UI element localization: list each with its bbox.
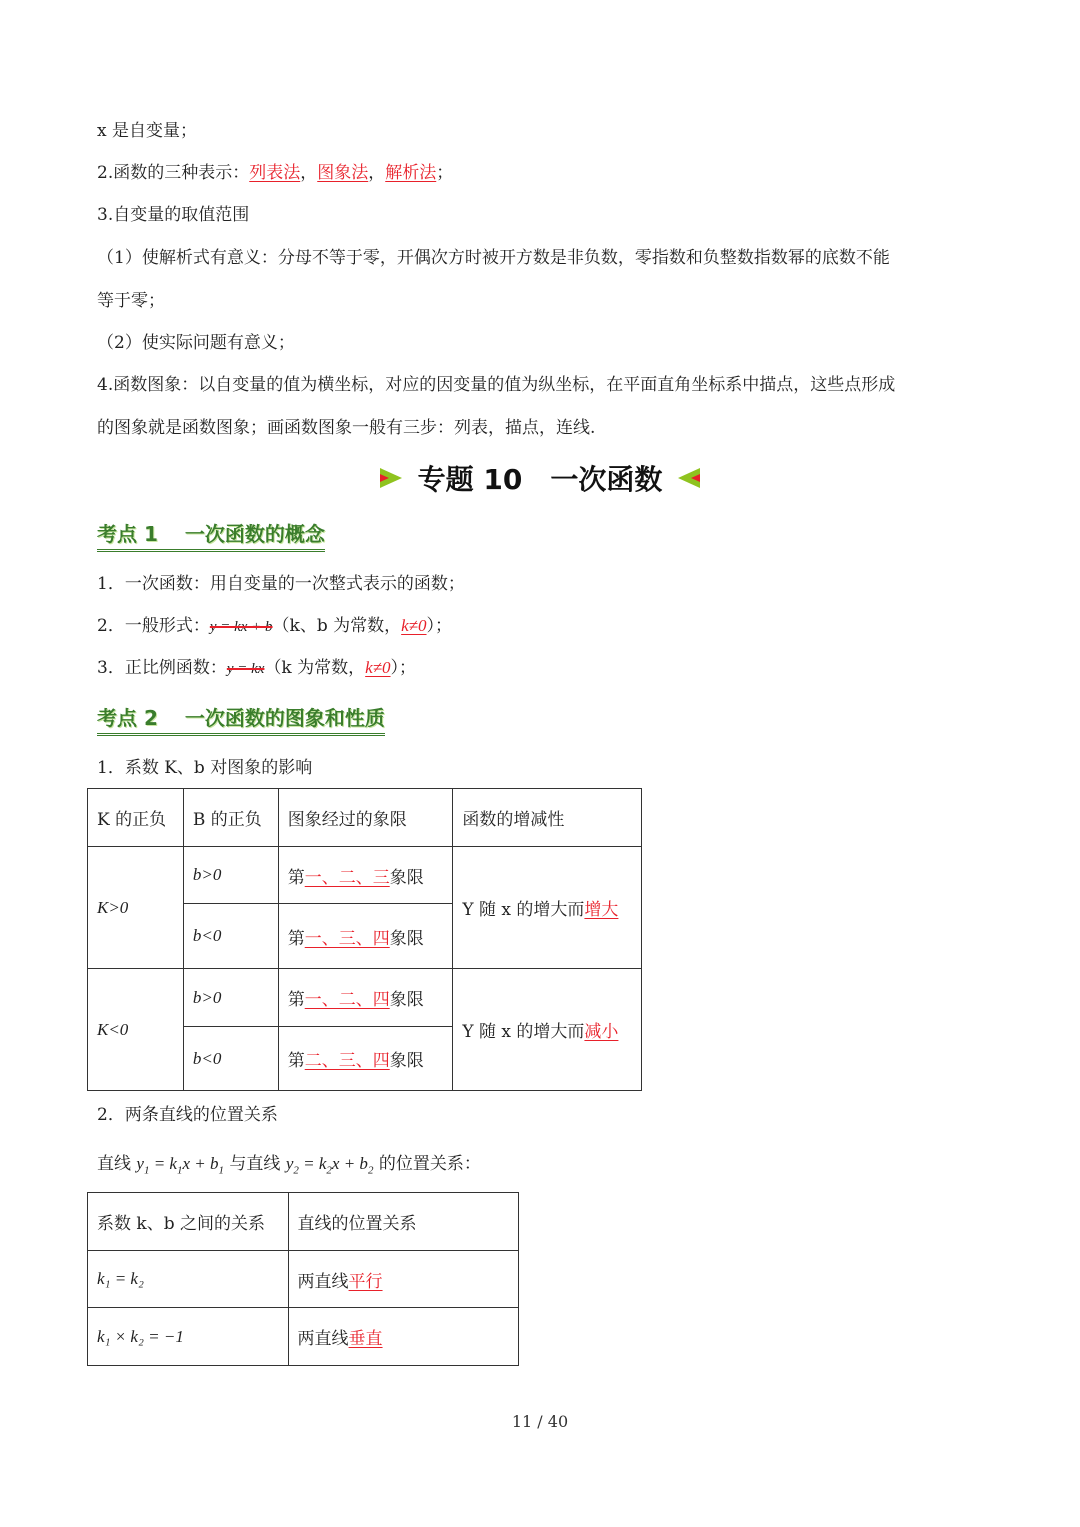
table-header: 图象经过的象限 <box>278 789 453 847</box>
text-line: 直线 $y_1 = k_1x + b_1$ 与直线 $y_2 = k_2x + b_2$ 的位置关系： <box>97 1154 481 1177</box>
list-item: 1．一次函数：用自变量的一次整式表示的函数； <box>97 574 465 594</box>
table-cell: 第一、三、四象限 <box>278 904 453 969</box>
line-relation-table <box>87 1192 519 1366</box>
table-header: B 的正负 <box>183 789 278 847</box>
arrow-right-icon <box>380 468 402 488</box>
table-header: 系数 k、b 之间的关系 <box>88 1193 289 1251</box>
text-line: 2.函数的三种表示：列表法，图象法，解析法； <box>97 163 454 183</box>
table-cell: Y 随 x 的增大而增大 <box>453 847 642 969</box>
table-cell: b>0 <box>183 847 278 904</box>
table-header: 直线的位置关系 <box>288 1193 518 1251</box>
page-number: 11 / 40 <box>511 1412 569 1431</box>
table-header: 函数的增减性 <box>453 789 642 847</box>
table-cell: 第二、三、四象限 <box>278 1027 453 1091</box>
table-cell: 第一、二、四象限 <box>278 969 453 1027</box>
arrow-left-icon <box>678 468 700 488</box>
table-cell: Y 随 x 的增大而减小 <box>453 969 642 1091</box>
text-line: 等于零； <box>97 291 165 311</box>
table-cell: k₁ × k₂ = −1 <box>88 1308 289 1366</box>
section-title <box>0 458 1080 498</box>
table-cell: b<0 <box>183 1027 278 1091</box>
subheading: 2．两条直线的位置关系 <box>97 1105 278 1125</box>
text-line: 4.函数图象：以自变量的值为横坐标，对应的因变量的值为纵坐标，在平面直角坐标系中描点，这些点形成 <box>97 375 896 395</box>
table-cell: K<0 <box>88 969 184 1091</box>
section-title-text: 专题 10 一次函数 <box>417 463 663 496</box>
text-line: x 是自变量； <box>97 121 197 141</box>
table-cell: k₁ = k₂ <box>88 1251 289 1308</box>
subheading: 1．系数 K、b 对图象的影响 <box>97 758 313 778</box>
list-item: 3．正比例函数：y = kx（k 为常数，k≠0）； <box>97 658 417 678</box>
table-cell: 第一、二、三象限 <box>278 847 453 904</box>
kaodian-1-heading: 考点 1 一次函数的概念 <box>97 521 325 552</box>
kaodian-2-heading: 考点 2 一次函数的图象和性质 <box>97 705 385 736</box>
table-cell: 两直线垂直 <box>288 1308 518 1366</box>
text-line: 的图象就是函数图象；画函数图象一般有三步：列表，描点，连线. <box>97 418 596 438</box>
table-cell: 两直线平行 <box>288 1251 518 1308</box>
coefficient-table <box>87 788 642 1091</box>
table-cell: b>0 <box>183 969 278 1027</box>
text-line: （1）使解析式有意义：分母不等于零，开偶次方时被开方数是非负数，零指数和负整数指数幂的底数不能 <box>97 248 890 268</box>
table-header: K 的正负 <box>88 789 184 847</box>
table-cell: b<0 <box>183 904 278 969</box>
text-line: （2）使实际问题有意义； <box>97 333 295 353</box>
list-item: 2．一般形式：y = kx + b（k、b 为常数，k≠0）； <box>97 616 453 636</box>
text-line: 3.自变量的取值范围 <box>97 205 250 225</box>
table-cell: K>0 <box>88 847 184 969</box>
